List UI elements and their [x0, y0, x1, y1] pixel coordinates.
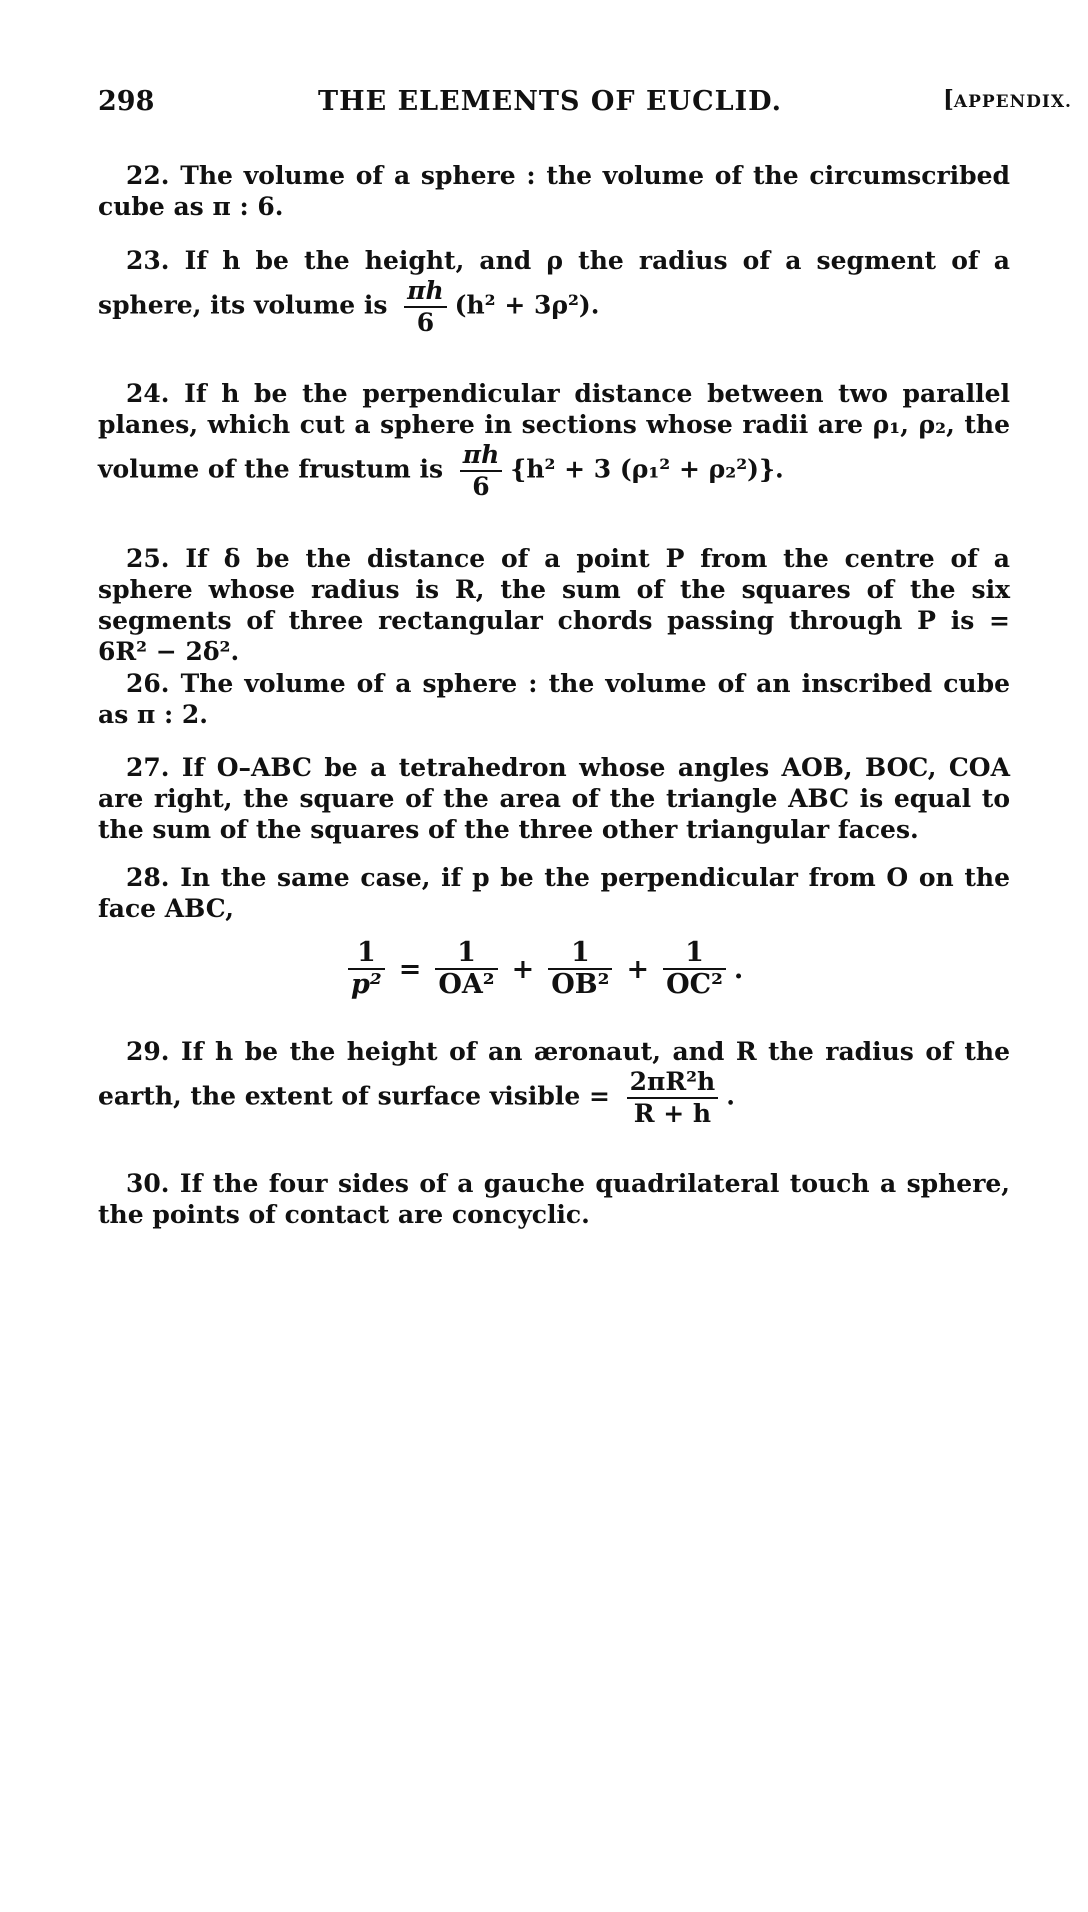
fraction-numerator: πh	[404, 276, 446, 308]
proposition-24	[98, 378, 1010, 502]
displayed-equation: $\frac{1}{\text{p²}}$ = $\frac{1}{\text{OA²}}$ + $\frac{1}{\text{OB²}}$ + $\frac{1}{\text{OC²}}$ .	[340, 938, 743, 1000]
fraction-denominator: 6	[472, 472, 490, 501]
formula-tail: {h² + 3 (ρ₁² + ρ₂²)}.	[510, 454, 784, 484]
proposition-text: If O–ABC be a tetrahedron whose angles AOB, BOC, COA are right, the square of the area of the triangle ABC is equal to the sum of the squares of the three other triangular faces.	[98, 753, 1010, 844]
formula-tail: .	[726, 1081, 735, 1111]
proposition-number: 23.	[126, 246, 170, 275]
proposition-text: If δ be the distance of a point P from the centre of a sphere whose radius is R, the sum of the squares of the six segments of three rectangular chords passing through P is = 6R² − 2δ².	[98, 544, 1010, 666]
running-header	[98, 86, 1072, 126]
proposition-number: 28.	[126, 863, 170, 892]
proposition-text: If the four sides of a gauche quadrilateral touch a sphere, the points of contact are concyclic.	[98, 1169, 1010, 1229]
page-title: THE ELEMENTS OF EUCLID.	[318, 86, 783, 117]
fraction	[404, 276, 446, 338]
formula-tail: (h² + 3ρ²).	[454, 290, 600, 320]
proposition-27	[98, 752, 1010, 845]
page-number: 298	[98, 86, 155, 117]
proposition-28	[98, 862, 1010, 924]
proposition-text: The volume of a sphere : the volume of an inscribed cube as π : 2.	[98, 669, 1010, 729]
fraction	[627, 1067, 719, 1129]
proposition-text: If h be the height of an æronaut, and R the radius of the earth, the extent of surface visible =	[98, 1037, 1010, 1111]
proposition-26	[98, 668, 1010, 730]
fraction: $\frac{1}{\text{OB²}}$	[548, 938, 612, 1000]
proposition-30	[98, 1168, 1010, 1230]
proposition-29	[98, 1036, 1010, 1129]
proposition-23	[98, 245, 1010, 338]
fraction-numerator: 2πR²h	[627, 1067, 719, 1099]
fraction: $\frac{1}{\text{OA²}}$	[435, 938, 497, 1000]
fraction-denominator: 6	[416, 308, 435, 337]
proposition-text: If h be the perpendicular distance between two parallel planes, which cut a sphere in sections whose radii are ρ₁, ρ₂, the volume of the frustum is	[98, 379, 1010, 484]
proposition-number: 24.	[126, 379, 170, 408]
proposition-number: 26.	[126, 669, 170, 698]
proposition-number: 22.	[126, 161, 170, 190]
fraction-denominator: R + h	[633, 1099, 712, 1128]
section-label: [APPENDIX.	[943, 86, 1072, 113]
fraction	[460, 440, 502, 502]
proposition-text: The volume of a sphere : the volume of the circumscribed cube as π : 6.	[98, 161, 1010, 221]
proposition-number: 29.	[126, 1037, 170, 1066]
proposition-text: In the same case, if p be the perpendicular from O on the face ABC,	[98, 863, 1010, 923]
proposition-text: If h be the height, and ρ the radius of a segment of a sphere, its volume is	[98, 246, 1010, 320]
proposition-number: 25.	[126, 544, 170, 573]
proposition-25	[98, 543, 1010, 667]
fraction: $\frac{1}{\text{p²}}$	[348, 938, 385, 1000]
proposition-22	[98, 160, 1010, 222]
fraction: $\frac{1}{\text{OC²}}$	[663, 938, 726, 1000]
proposition-number: 27.	[126, 753, 170, 782]
proposition-number: 30.	[126, 1169, 170, 1198]
fraction-numerator: πh	[460, 440, 502, 472]
